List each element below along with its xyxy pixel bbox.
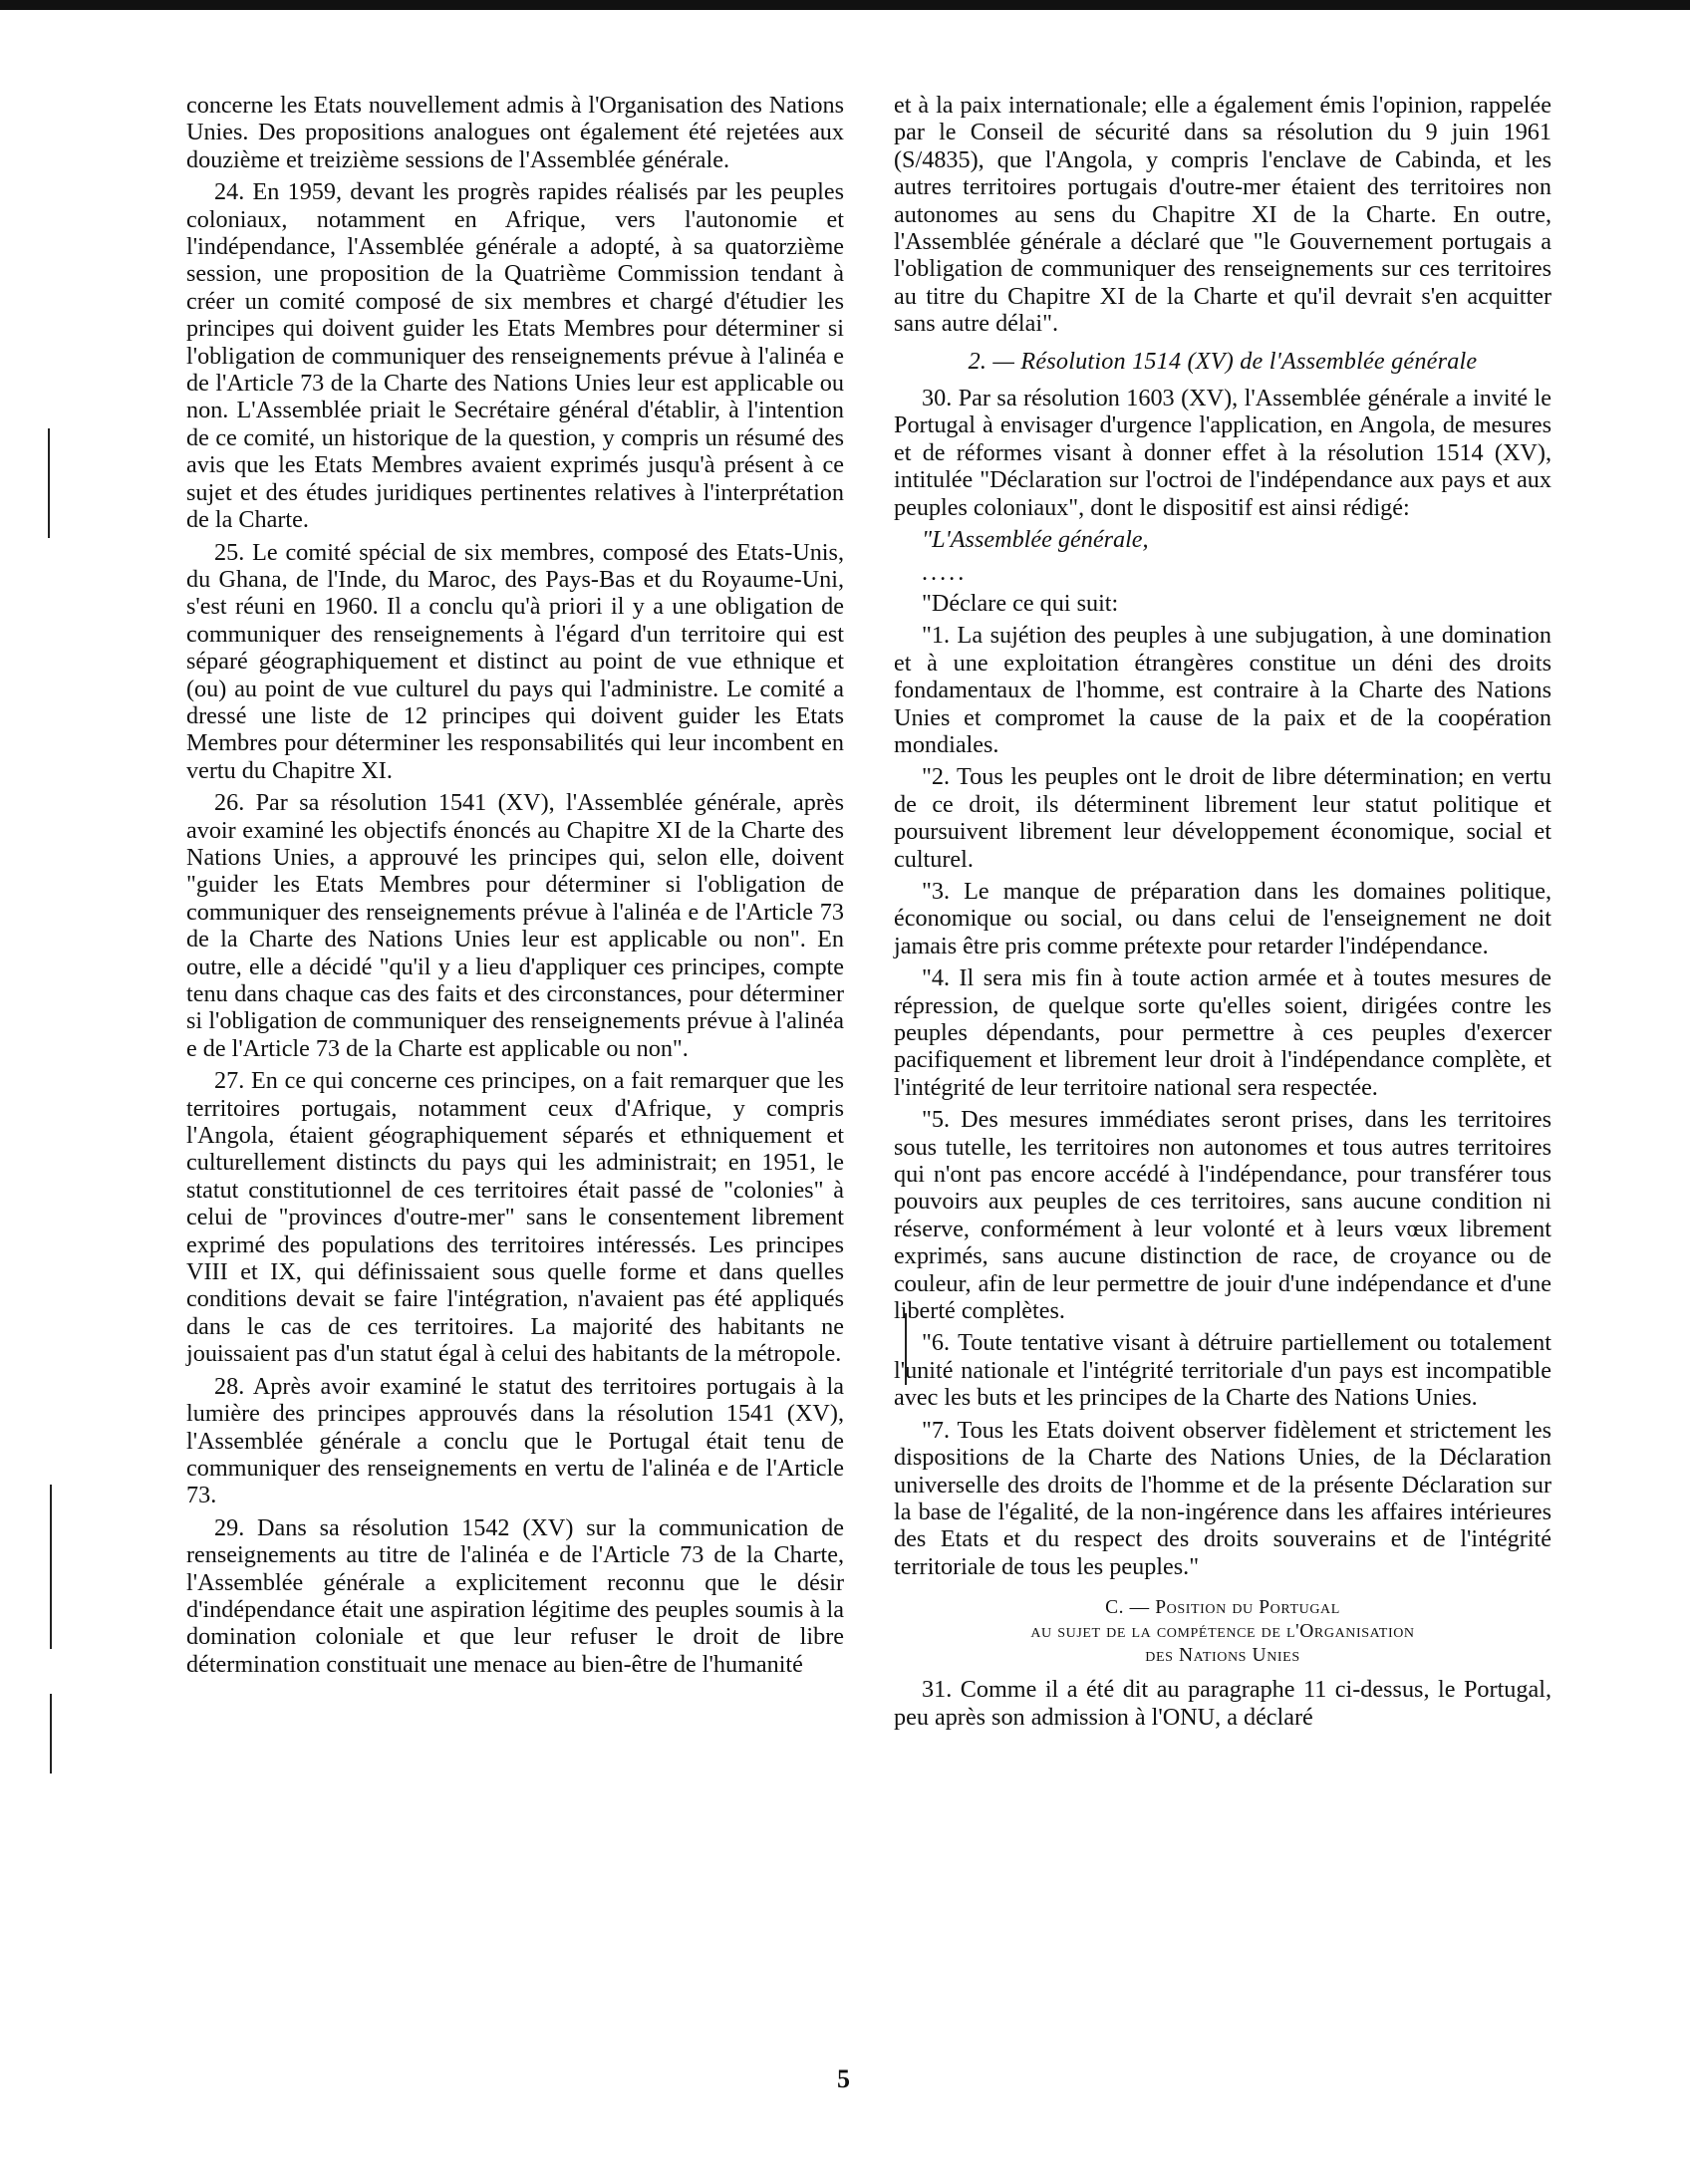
paragraph-24: 24. En 1959, devant les progrès rapides réalisés par les peuples coloniaux, notamment en Afrique, vers l'autonomie et l'indépendance, l'Assemblée générale a adopté, à sa quatorzième session, une proposition de la Quatrième Commission tendant à créer un comité composé de six membres et chargé d'étudier les principes qui doivent guider les Etats Membres pour déterminer si l'obligation de communiquer des renseignements prévue à l'alinéa e de l'Article 73 de la Charte des Nations Unies leur est applicable ou non. L'Assemblée priait le Secrétaire général d'établir, à l'intention de ce comité, un historique de la question, y compris un résumé des avis que les Etats Membres avaient exprimés jusqu'à présent à ce sujet et des études juridiques pertinentes relatives à l'interprétation de la Charte.	[186, 178, 844, 534]
margin-mark	[50, 1485, 52, 1649]
paragraph-27: 27. En ce qui concerne ces principes, on a fait remarquer que les territoires portugais, notamment ceux d'Afrique, y compris l'Angola, étaient géographiquement séparés et ethniquement et culturellement distincts du pays qui les administrait; en 1951, le statut constitutionnel de ces territoires était passé de "colonies" à celui de "provinces d'outre-mer" sans le consentement librement exprimé des populations des territoires intéressés. Les principes VIII et IX, qui définissaient sous quelle forme et dans quelles conditions devait se faire l'intégration, n'avaient pas été appliqués dans le cas de ces territoires. La majorité des habitants ne jouissaient pas d'un statut égal à celui des habitants de la métropole.	[186, 1067, 844, 1368]
declare-line: "Déclare ce qui suit:	[922, 589, 1119, 617]
subheading-text: 2. — Résolution 1514 (XV) de l'Assemblée générale	[968, 347, 1478, 375]
paragraph-25: 25. Le comité spécial de six membres, composé des Etats-Unis, du Ghana, de l'Inde, du Maroc, des Pays-Bas et du Royaume-Uni, s'est réuni en 1960. Il a conclu qu'à priori il y a une obligation de communiquer des renseignements à l'égard d'un territoire qui est séparé géographiquement et distinct au point de vue ethnique et (ou) au point de vue culturel du pays qui l'administre. Le comité a dressé une liste de 12 principes qui doivent guider les Etats Membres pour déterminer les responsabilités qui leur incombent en vertu du Chapitre XI.	[186, 538, 844, 784]
declaration-point-6: "6. Toute tentative visant à détruire partiellement ou totalement l'unité nationale et l'intégrité territoriale d'un pays est incompatible avec les buts et les principes de la Charte des Nations Unies.	[894, 1329, 1551, 1412]
declaration-point-2: "2. Tous les peuples ont le droit de libre détermination; en vertu de ce droit, ils déterminent librement leur statut politique et poursuivent librement leur développement économique, social et culturel.	[894, 763, 1551, 873]
section-heading-line: au sujet de la compétence de l'Organisation	[1030, 1621, 1415, 1643]
quote-intro-text: "L'Assemblée générale,	[922, 526, 1149, 554]
left-column	[186, 92, 844, 1683]
paragraph-29: 29. Dans sa résolution 1542 (XV) sur la communication de renseignements au titre de l'alinéa e de l'Article 73 de la Charte, l'Assemblée générale a explicitement reconnu que le désir d'indépendance était une aspiration légitime des peuples soumis à la domination coloniale et que leur refuser le droit de libre détermination constituait une menace au bien-être de l'humanité	[186, 1513, 844, 1678]
quote-ellipsis: .....	[922, 558, 968, 586]
declaration-point-7: "7. Tous les Etats doivent observer fidèlement et strictement les dispositions de la Charte des Nations Unies, de la Déclaration universelle des droits de l'homme et de la présente Déclaration sur la base de l'égalité, de la non-ingérence dans les affaires intérieures des Etats et du respect des droits souverains et de l'intégrité territoriale de tous les peuples."	[894, 1416, 1551, 1580]
section-heading-line: C. — Position du Portugal	[1105, 1597, 1340, 1619]
paragraph-26: 26. Par sa résolution 1541 (XV), l'Assemblée générale, après avoir examiné les objectifs énoncés au Chapitre XI de la Charte des Nations Unies, a approuvé les principes qui, selon elle, doivent "guider les Etats Membres pour déterminer si l'obligation de communiquer des renseignements prévue à l'alinéa e de l'Article 73 de la Charte des Nations Unies leur est applicable ou non". En outre, elle a décidé "qu'il y a lieu d'appliquer ces principes, compte tenu dans chaque cas des faits et des circonstances, pour déterminer si l'obligation de communiquer des renseignements prévue à l'alinéa e de l'Article 73 de la Charte est applicable ou non".	[186, 789, 844, 1062]
declaration-point-5: "5. Des mesures immédiates seront prises, dans les territoires sous tutelle, les territoires non autonomes et tous autres territoires qui n'ont pas encore accédé à l'indépendance, pour transférer tous pouvoirs aux peuples de ces territoires, sans aucune condition ni réserve, conformément à leur volonté et à leurs vœux librement exprimés, sans aucune distinction de race, de croyance ou de couleur, afin de leur permettre de jouir d'une indépendance et d'une liberté complètes.	[894, 1106, 1551, 1325]
paragraph-continuation: concerne les Etats nouvellement admis à l'Organisation des Nations Unies. Des propositions analogues ont également été rejetées aux douzième et treizième sessions de l'Assemblée générale.	[186, 92, 844, 173]
top-border-line	[0, 0, 1690, 10]
declaration-point-3: "3. Le manque de préparation dans les domaines politique, économique ou social, ou dans celui de l'enseignement ne doit jamais être pris comme prétexte pour retarder l'indépendance.	[894, 877, 1551, 959]
section-heading-c	[894, 1596, 1551, 1668]
page-number: 5	[837, 2064, 850, 2093]
quote-intro	[894, 526, 1551, 553]
paragraph-28: 28. Après avoir examiné le statut des territoires portugais à la lumière des principes approuvés dans la résolution 1541 (XV), l'Assemblée générale a conclu que le Portugal était tenu de communiquer des renseignements en vertu de l'alinéa e de l'Article 73.	[186, 1372, 844, 1509]
margin-mark	[50, 1694, 52, 1774]
paragraph-31: 31. Comme il a été dit au paragraphe 11 ci-dessus, le Portugal, peu après son admission à l'ONU, a déclaré	[894, 1676, 1551, 1731]
section-heading-line: des Nations Unies	[1145, 1645, 1300, 1667]
paragraph-continuation-right: et à la paix internationale; elle a également émis l'opinion, rappelée par le Conseil de sécurité dans sa résolution du 9 juin 1961 (S/4835), que l'Angola, y compris l'enclave de Cabinda, et les autres territoires portugais d'outre-mer étaient des territoires non autonomes au sens du Chapitre XI de la Charte. En outre, l'Assemblée générale a déclaré que "le Gouvernement portugais a l'obligation de communiquer des renseignements sur ces territoires au titre du Chapitre XI de la Charte et qu'il devrait s'en acquitter sans autre délai".	[894, 92, 1551, 338]
subheading-resolution-1514	[894, 348, 1551, 375]
margin-mark	[48, 428, 50, 538]
right-column	[894, 92, 1551, 1736]
declaration-point-4: "4. Il sera mis fin à toute action armée et à toutes mesures de répression, de quelque sorte qu'elles soient, dirigées contre les peuples dépendants, pour permettre à ces peuples d'exercer pacifiquement et librement leur droit à l'indépendance complète, et l'intégrité de leur territoire national sera respectée.	[894, 964, 1551, 1101]
declaration-point-1: "1. La sujétion des peuples à une subjugation, à une domination et à une exploitation étrangères constitue un déni des droits fondamentaux de l'homme, est contraire à la Charte des Nations Unies et compromet la cause de la paix et de la coopération mondiales.	[894, 622, 1551, 758]
paragraph-30: 30. Par sa résolution 1603 (XV), l'Assemblée générale a invité le Portugal à envisager d'urgence l'application, en Angola, de mesures et de réformes visant à donner effet à la résolution 1514 (XV), intitulée "Déclaration sur l'octroi de l'indépendance aux pays et aux peuples coloniaux", dont le dispositif est ainsi rédigé:	[894, 385, 1551, 521]
